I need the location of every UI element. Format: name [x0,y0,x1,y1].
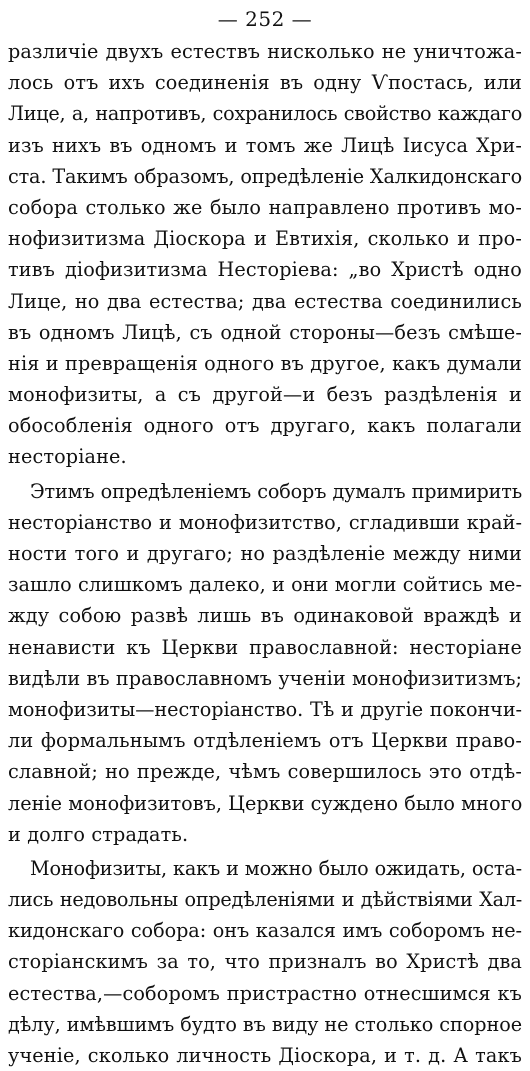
text-line: зашло слишкомъ далеко, и они могли сойтись ме- [8,573,522,597]
text-line: леніе монофизитовъ, Церкви суждено было много [8,791,523,815]
text-line: изъ нихъ въ одномъ и томъ же Лицѣ Іисуса Хри- [8,133,522,157]
text-line: ученіе, сколько личность Діоскора, и т. д. А такъ [8,1044,522,1067]
text-line: Монофизиты, какъ и можно было ожидать, оста- [30,856,522,880]
text-line: Лице, но два естества; два естества соединились [8,289,522,313]
paragraph [8,476,522,850]
text-line: видѣли въ православномъ ученіи монофизитизмъ; [8,666,522,690]
text-line: естества,—соборомъ пристрастно отнесшимся къ [8,981,522,1005]
text-line: и долго страдать. [8,822,189,846]
text-line: ли формальнымъ отдѣленіемъ отъ Церкви право- [8,729,522,753]
text-line: несторіанство и монофизитство, сгладивши край- [8,510,522,534]
text-line: сторіанскимъ за то, что призналъ во Христѣ два [8,950,522,974]
document-page [8,6,522,1071]
text-line: монофизиты, а съ другой—и безъ раздѣленія и [8,383,522,407]
text-line: Лице, а, напротивъ, сохранилось свойство каждаго [8,102,522,126]
text-line: монофизиты—несторіанство. Тѣ и другіе покончи- [8,697,522,721]
text-line: дѣлу, имѣвшимъ будто въ виду не столько спорное [8,1012,522,1036]
page-number: — 252 — [217,7,313,31]
text-line: собора столько же было направлено противъ мо- [8,195,522,219]
text-line: нія и превращенія одного въ другое, какъ думали [8,351,522,375]
text-line: лись недовольны опредѣленіями и дѣйствіями Хал- [8,888,522,912]
text-line: обособленія одного отъ другаго, какъ полагали [8,414,522,438]
text-line: Этимъ опредѣленіемъ соборъ думалъ примирить [30,479,522,503]
text-line: нофизитизма Діоскора и Евтихія, сколько и про- [8,227,522,251]
text-line: ненависти къ Церкви православной: несторіане [8,635,522,659]
text-line: въ одномъ Лицѣ, съ одной стороны—безъ смѣше- [8,320,522,344]
text-line: жду собою развѣ лишь въ одинаковой враждѣ и [8,604,522,628]
text-line: славной; но прежде, чѣмъ совершилось это отдѣ- [8,760,522,784]
text-line: лось отъ ихъ соединенія въ одну Ѵпостась, или [8,71,522,95]
text-line: кидонскаго собора: онъ казался имъ соборомъ не- [8,919,522,943]
text-line: несторіане. [8,445,127,469]
paragraph [8,36,522,473]
text-line: ста. Такимъ образомъ, опредѣленіе Халкидонскаго [8,164,522,188]
text-line: ности того и другаго; но раздѣленіе между ними [8,542,522,565]
paragraph [8,853,522,1071]
text-line: тивъ діофизитизма Несторіева: „во Христѣ одно [8,258,522,282]
text-line: различіе двухъ естествъ нисколько не уничтожа- [8,40,522,63]
